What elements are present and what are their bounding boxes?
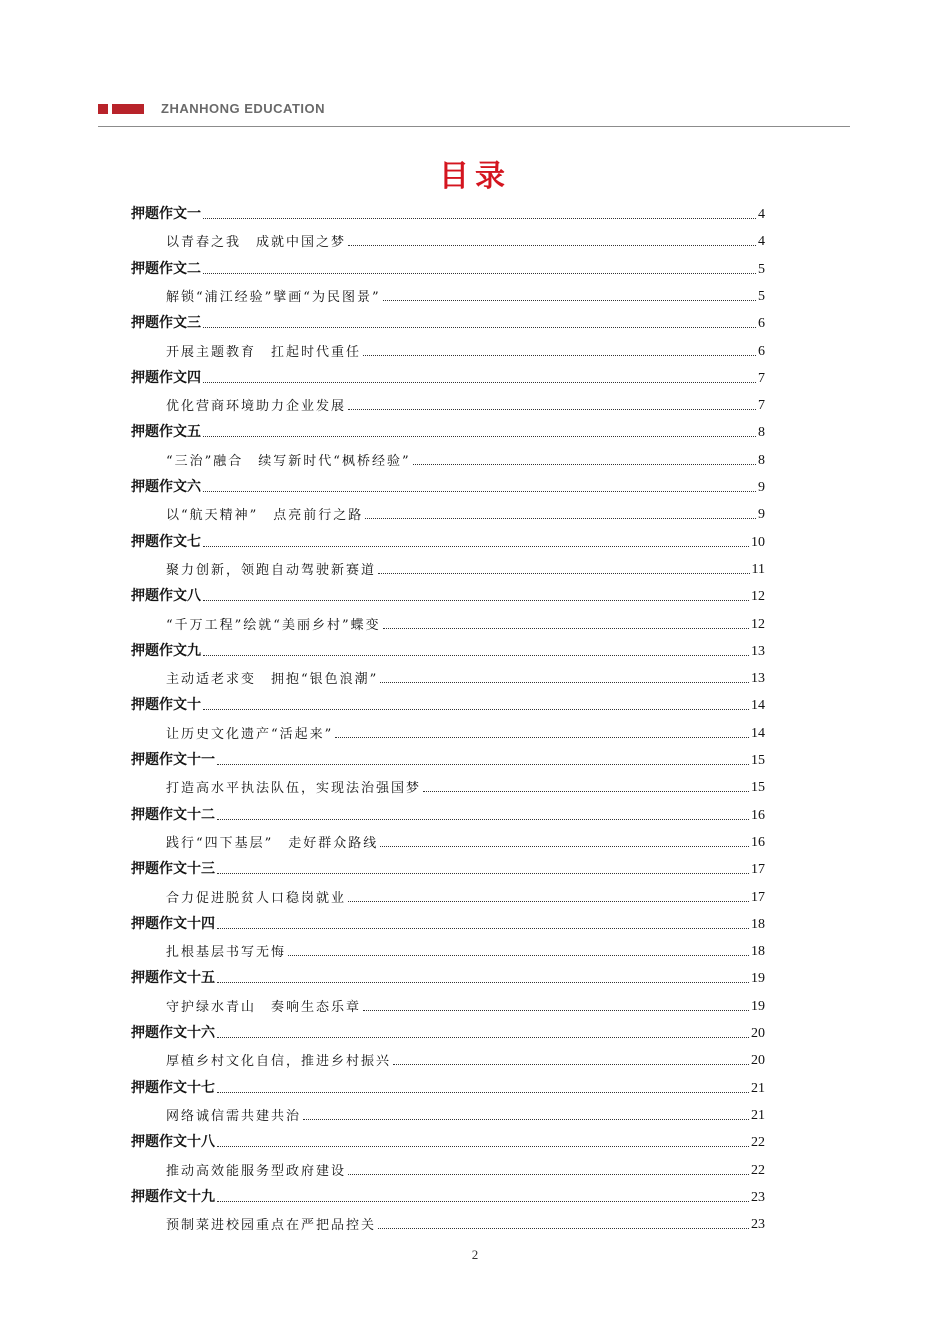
toc-page-number: 20 (751, 1053, 765, 1069)
toc-entry-section[interactable] (166, 1213, 765, 1233)
toc-dot-leader (335, 737, 749, 738)
toc-entry-title: 以“航天精神” 点亮前行之路 (166, 508, 364, 524)
toc-dot-leader (203, 327, 756, 328)
toc-page-number: 23 (751, 1189, 765, 1205)
toc-entry-chapter[interactable] (131, 476, 765, 496)
toc-dot-leader (203, 382, 756, 383)
toc-page-number: 4 (758, 207, 765, 222)
toc-entry-chapter[interactable] (131, 913, 765, 933)
toc-page-number: 7 (758, 398, 765, 414)
header-divider (98, 126, 850, 127)
toc-dot-leader (348, 1174, 749, 1175)
toc-dot-leader (203, 436, 756, 437)
toc-page-number: 14 (751, 725, 765, 741)
toc-entry-title: 押题作文十三 (131, 861, 215, 878)
toc-dot-leader (303, 1119, 749, 1120)
toc-dot-leader (423, 791, 749, 792)
toc-entry-chapter[interactable] (131, 694, 765, 714)
toc-entry-title: 聚力创新，领跑自动驾驶新赛道 (166, 562, 377, 578)
toc-entry-title: 优化营商环境助力企业发展 (166, 399, 347, 415)
toc-page-number: 23 (751, 1217, 765, 1233)
toc-dot-leader (203, 546, 749, 547)
page-header (0, 0, 950, 130)
toc-page-number: 4 (758, 234, 765, 250)
toc-entry-title: 押题作文三 (131, 315, 201, 332)
toc-entry-title: 押题作文十五 (131, 970, 215, 987)
toc-entry-title: 守护绿水青山 奏响生态乐章 (166, 999, 362, 1015)
toc-entry-chapter[interactable] (131, 804, 765, 824)
toc-page-number: 12 (751, 589, 765, 605)
toc-dot-leader (217, 1092, 749, 1093)
toc-entry-title: 押题作文七 (131, 533, 201, 550)
toc-entry-title: 押题作文二 (131, 260, 201, 277)
toc-dot-leader (217, 928, 749, 929)
toc-dot-leader (380, 846, 749, 847)
toc-dot-leader (363, 355, 756, 356)
toc-entry-title: 网络诚信需共建共治 (166, 1108, 302, 1124)
toc-entry-section[interactable] (166, 886, 765, 906)
toc-dot-leader (393, 1064, 749, 1065)
toc-entry-title: 押题作文十一 (131, 752, 215, 768)
toc-dot-leader (203, 218, 756, 219)
toc-entry-title: 预制菜进校园重点在严把品控关 (166, 1218, 377, 1234)
toc-entry-section[interactable] (166, 776, 765, 796)
toc-entry-chapter[interactable] (131, 312, 765, 332)
toc-page-number: 16 (751, 807, 765, 823)
toc-dot-leader (203, 655, 749, 656)
toc-dot-leader (203, 709, 749, 710)
toc-entry-title: “三治”融合 续写新时代“枫桥经验” (166, 453, 411, 469)
toc-entry-chapter[interactable] (131, 967, 765, 987)
toc-entry-title: 押题作文六 (131, 479, 201, 495)
toc-entry-title: 打造高水平执法队伍，实现法治强国梦 (166, 781, 422, 797)
toc-entry-section[interactable] (166, 940, 765, 960)
toc-entry-section[interactable] (166, 1049, 765, 1069)
toc-page-number: 11 (751, 561, 765, 577)
toc-entry-section[interactable] (166, 503, 765, 523)
toc-entry-title: 开展主题教育 扛起时代重任 (166, 344, 362, 360)
toc-page-number: 8 (758, 425, 765, 441)
toc-entry-chapter[interactable] (131, 1131, 765, 1151)
toc-dot-leader (203, 273, 756, 274)
toc-entry-chapter[interactable] (131, 1022, 765, 1042)
toc-entry-title: 押题作文四 (131, 369, 201, 386)
toc-entry-chapter[interactable] (131, 203, 765, 223)
toc-entry-chapter[interactable] (131, 1077, 765, 1097)
toc-page-number: 21 (751, 1080, 765, 1096)
toc-page-number: 16 (751, 834, 765, 850)
toc-page-number: 7 (758, 370, 765, 386)
toc-dot-leader (348, 245, 756, 246)
toc-page-number: 22 (751, 1162, 765, 1178)
toc-entry-chapter[interactable] (131, 531, 765, 551)
toc-entry-section[interactable] (166, 230, 765, 250)
toc-entry-section[interactable] (166, 558, 765, 578)
toc-entry-chapter[interactable] (131, 258, 765, 278)
toc-page-number: 19 (751, 971, 765, 987)
toc-entry-section[interactable] (166, 831, 765, 851)
toc-page-number: 18 (751, 944, 765, 960)
toc-entry-section[interactable] (166, 449, 765, 469)
toc-dot-leader (383, 300, 756, 301)
toc-page-number: 10 (751, 534, 765, 550)
toc-page-number: 20 (751, 1026, 765, 1041)
toc-page-number: 14 (751, 698, 765, 714)
toc-entry-title: 以青春之我 成就中国之梦 (166, 235, 347, 251)
toc-entry-title: 解锁“浦江经验”擘画“为民图景” (166, 289, 381, 305)
toc-entry-title: 押题作文十 (131, 697, 201, 714)
toc-dot-leader (203, 600, 749, 601)
toc-entry-title: 扎根基层书写无悔 (166, 945, 287, 961)
toc-dot-leader (383, 628, 749, 629)
toc-entry-section[interactable] (166, 1159, 765, 1179)
toc-page-number: 6 (758, 343, 765, 359)
toc-dot-leader (413, 464, 756, 465)
toc-dot-leader (217, 1146, 749, 1147)
toc-page-number: 22 (751, 1135, 765, 1151)
toc-dot-leader (203, 491, 756, 492)
toc-entry-title: “千万工程”绘就“美丽乡村”蝶变 (166, 617, 381, 633)
toc-entry-title: 推动高效能服务型政府建设 (166, 1163, 347, 1179)
toc-page-number: 21 (751, 1107, 765, 1123)
toc-entry-section[interactable] (166, 394, 765, 414)
toc-dot-leader (380, 682, 749, 683)
toc-entry-title: 让历史文化遗产“活起来” (166, 726, 334, 742)
toc-entry-title: 押题作文十二 (131, 806, 215, 823)
toc-dot-leader (217, 1201, 749, 1202)
toc-dot-leader (217, 873, 749, 874)
toc-page-number: 9 (758, 480, 765, 495)
toc-entry-title: 厚植乡村文化自信，推进乡村振兴 (166, 1054, 392, 1070)
toc-entry-title: 押题作文十七 (131, 1079, 215, 1096)
toc-page-number: 6 (758, 316, 765, 332)
toc-page-number: 8 (758, 452, 765, 468)
toc-entry-title: 押题作文十四 (131, 915, 215, 932)
brand-name: ZHANHONG EDUCATION (161, 101, 326, 114)
toc-entry-chapter[interactable] (131, 640, 765, 660)
toc-page-number: 5 (758, 288, 765, 304)
toc-entry-chapter[interactable] (131, 749, 765, 769)
toc-entry-title: 合力促进脱贫人口稳岗就业 (166, 890, 347, 906)
toc-dot-leader (378, 573, 750, 574)
toc-dot-leader (217, 819, 749, 820)
toc-dot-leader (378, 1228, 749, 1229)
toc-page-number: 5 (758, 261, 765, 277)
toc-entry-section[interactable] (166, 285, 765, 305)
toc-entry-title: 押题作文十九 (131, 1188, 215, 1205)
toc-entry-title: 押题作文五 (131, 424, 201, 441)
toc-dot-leader (288, 955, 749, 956)
toc-page-number: 18 (751, 916, 765, 932)
toc-dot-leader (348, 901, 749, 902)
toc-entry-title: 押题作文一 (131, 206, 201, 222)
toc-page-number: 12 (751, 616, 765, 632)
toc-entry-chapter[interactable] (131, 585, 765, 605)
page-title: 目录 (439, 159, 511, 194)
brand-logo (98, 104, 146, 114)
toc-entry-title: 押题作文十八 (131, 1134, 215, 1151)
toc-page-number: 17 (751, 889, 765, 905)
toc-entry-title: 押题作文八 (131, 588, 201, 605)
toc-entry-title: 押题作文十六 (131, 1025, 215, 1041)
toc-entry-title: 主动适老求变 拥抱“银色浪潮” (166, 672, 379, 688)
toc-entry-title: 践行“四下基层” 走好群众路线 (166, 835, 379, 851)
toc-page-number: 9 (758, 507, 765, 523)
toc-entry-section[interactable] (166, 722, 765, 742)
toc-entry-section[interactable] (166, 340, 765, 360)
toc-entry-chapter[interactable] (131, 367, 765, 387)
toc-entry-chapter[interactable] (131, 421, 765, 441)
page-number: 2 (471, 1247, 479, 1262)
toc-page-number: 15 (751, 753, 765, 768)
toc-entry-section[interactable] (166, 667, 765, 687)
toc-dot-leader (217, 764, 749, 765)
toc-entry-section[interactable] (166, 995, 765, 1015)
toc-page-number: 13 (751, 671, 765, 687)
toc-entry-section[interactable] (166, 1104, 765, 1124)
toc-page-number: 17 (751, 862, 765, 878)
toc-page-number: 15 (751, 780, 765, 796)
toc-page-number: 19 (751, 998, 765, 1014)
toc-entry-title: 押题作文九 (131, 642, 201, 659)
toc-dot-leader (365, 518, 756, 519)
toc-dot-leader (363, 1010, 749, 1011)
toc-entry-section[interactable] (166, 613, 765, 633)
toc-page-number: 13 (751, 643, 765, 659)
toc-dot-leader (217, 1037, 749, 1038)
toc-entry-chapter[interactable] (131, 1186, 765, 1206)
toc-dot-leader (348, 409, 756, 410)
toc-dot-leader (217, 982, 749, 983)
toc-entry-chapter[interactable] (131, 858, 765, 878)
